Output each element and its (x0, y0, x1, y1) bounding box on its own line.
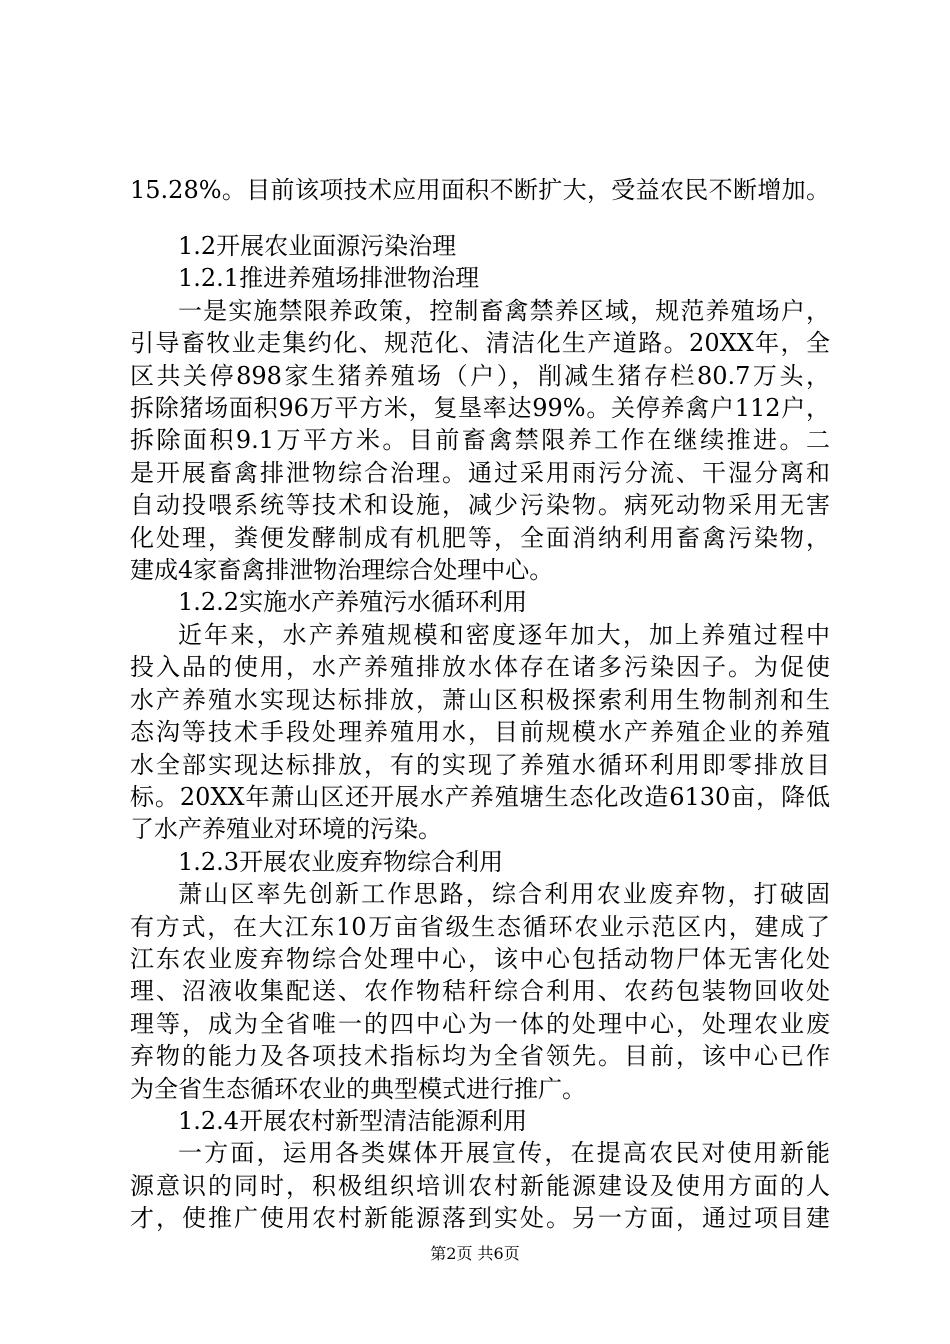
paragraph-line: 区共关停898家生猪养殖场（户），削减生猪存栏80.7万头， (130, 361, 830, 390)
paragraph-line: 源意识的同时，积极组织培训农村新能源建设及使用方面的人 (130, 1171, 830, 1200)
paragraph-line: 态沟等技术手段处理养殖用水，目前规模水产养殖企业的养殖 (130, 718, 830, 747)
section-heading: 1.2.3开展农业废弃物综合利用 (178, 847, 504, 876)
paragraph-line: 近年来，水产养殖规模和密度逐年加大，加上养殖过程中 (178, 620, 830, 649)
paragraph-line: 投入品的使用，水产养殖排放水体存在诸多污染因子。为促使 (130, 653, 830, 682)
paragraph-line: 有方式，在大江东10万亩省级生态循环农业示范区内，建成了 (130, 912, 830, 941)
section-heading: 1.2.2实施水产养殖污水循环利用 (178, 588, 528, 617)
section-heading: 1.2.1推进养殖场排泄物治理 (178, 264, 480, 293)
paragraph-line: 才，使推广使用农村新能源落到实处。另一方面，通过项目建 (130, 1204, 830, 1233)
paragraph-line: 了水产养殖业对环境的污染。 (130, 815, 442, 844)
paragraph-line: 为全省生态循环农业的典型模式进行推广。 (130, 1074, 586, 1103)
paragraph-line: 理、沼液收集配送、农作物秸秆综合利用、农药包装物回收处 (130, 977, 830, 1006)
paragraph-line: 引导畜牧业走集约化、规范化、清洁化生产道路。20XX年，全 (130, 329, 830, 358)
paragraph-line: 萧山区率先创新工作思路，综合利用农业废弃物，打破固 (178, 880, 830, 909)
section-heading: 1.2.4开展农村新型清洁能源利用 (178, 1106, 528, 1135)
paragraph-line: 是开展畜禽排泄物综合治理。通过采用雨污分流、干湿分离和 (130, 458, 830, 487)
paragraph-line: 水全部实现达标排放，有的实现了养殖水循环利用即零排放目 (130, 750, 830, 779)
paragraph-line: 标。20XX年萧山区还开展水产养殖塘生态化改造6130亩，降低 (130, 782, 830, 811)
paragraph-line: 拆除猪场面积96万平方米，复垦率达99%。关停养禽户112户， (130, 394, 830, 423)
paragraph-line: 一是实施禁限养政策，控制畜禽禁养区域，规范养殖场户， (178, 296, 830, 325)
paragraph-line: 理等，成为全省唯一的四中心为一体的处理中心，处理农业废 (130, 1009, 830, 1038)
paragraph-line: 一方面，运用各类媒体开展宣传，在提高农民对使用新能 (178, 1139, 830, 1168)
paragraph-line: 水产养殖水实现达标排放，萧山区积极探索利用生物制剂和生 (130, 685, 830, 714)
paragraph-line: 自动投喂系统等技术和设施，减少污染物。病死动物采用无害 (130, 491, 830, 520)
section-heading: 1.2开展农业面源污染治理 (178, 232, 457, 260)
page-footer: 第2页 共6页 (430, 1244, 520, 1263)
paragraph-line: 江东农业废弃物综合处理中心，该中心包括动物尸体无害化处 (130, 944, 830, 973)
paragraph-line: 建成4家畜禽排泄物治理综合处理中心。 (130, 556, 554, 585)
paragraph-line: 拆除面积9.1万平方米。目前畜禽禁限养工作在继续推进。二 (130, 426, 830, 455)
continuation-line: 15.28%。目前该项技术应用面积不断扩大，受益农民不断增加。 (130, 176, 830, 204)
paragraph-line: 弃物的能力及各项技术指标均为全省领先。目前，该中心已作 (130, 1042, 830, 1071)
document-body (130, 230, 830, 1235)
paragraph-line: 化处理，粪便发酵制成有机肥等，全面消纳利用畜禽污染物， (130, 523, 830, 552)
